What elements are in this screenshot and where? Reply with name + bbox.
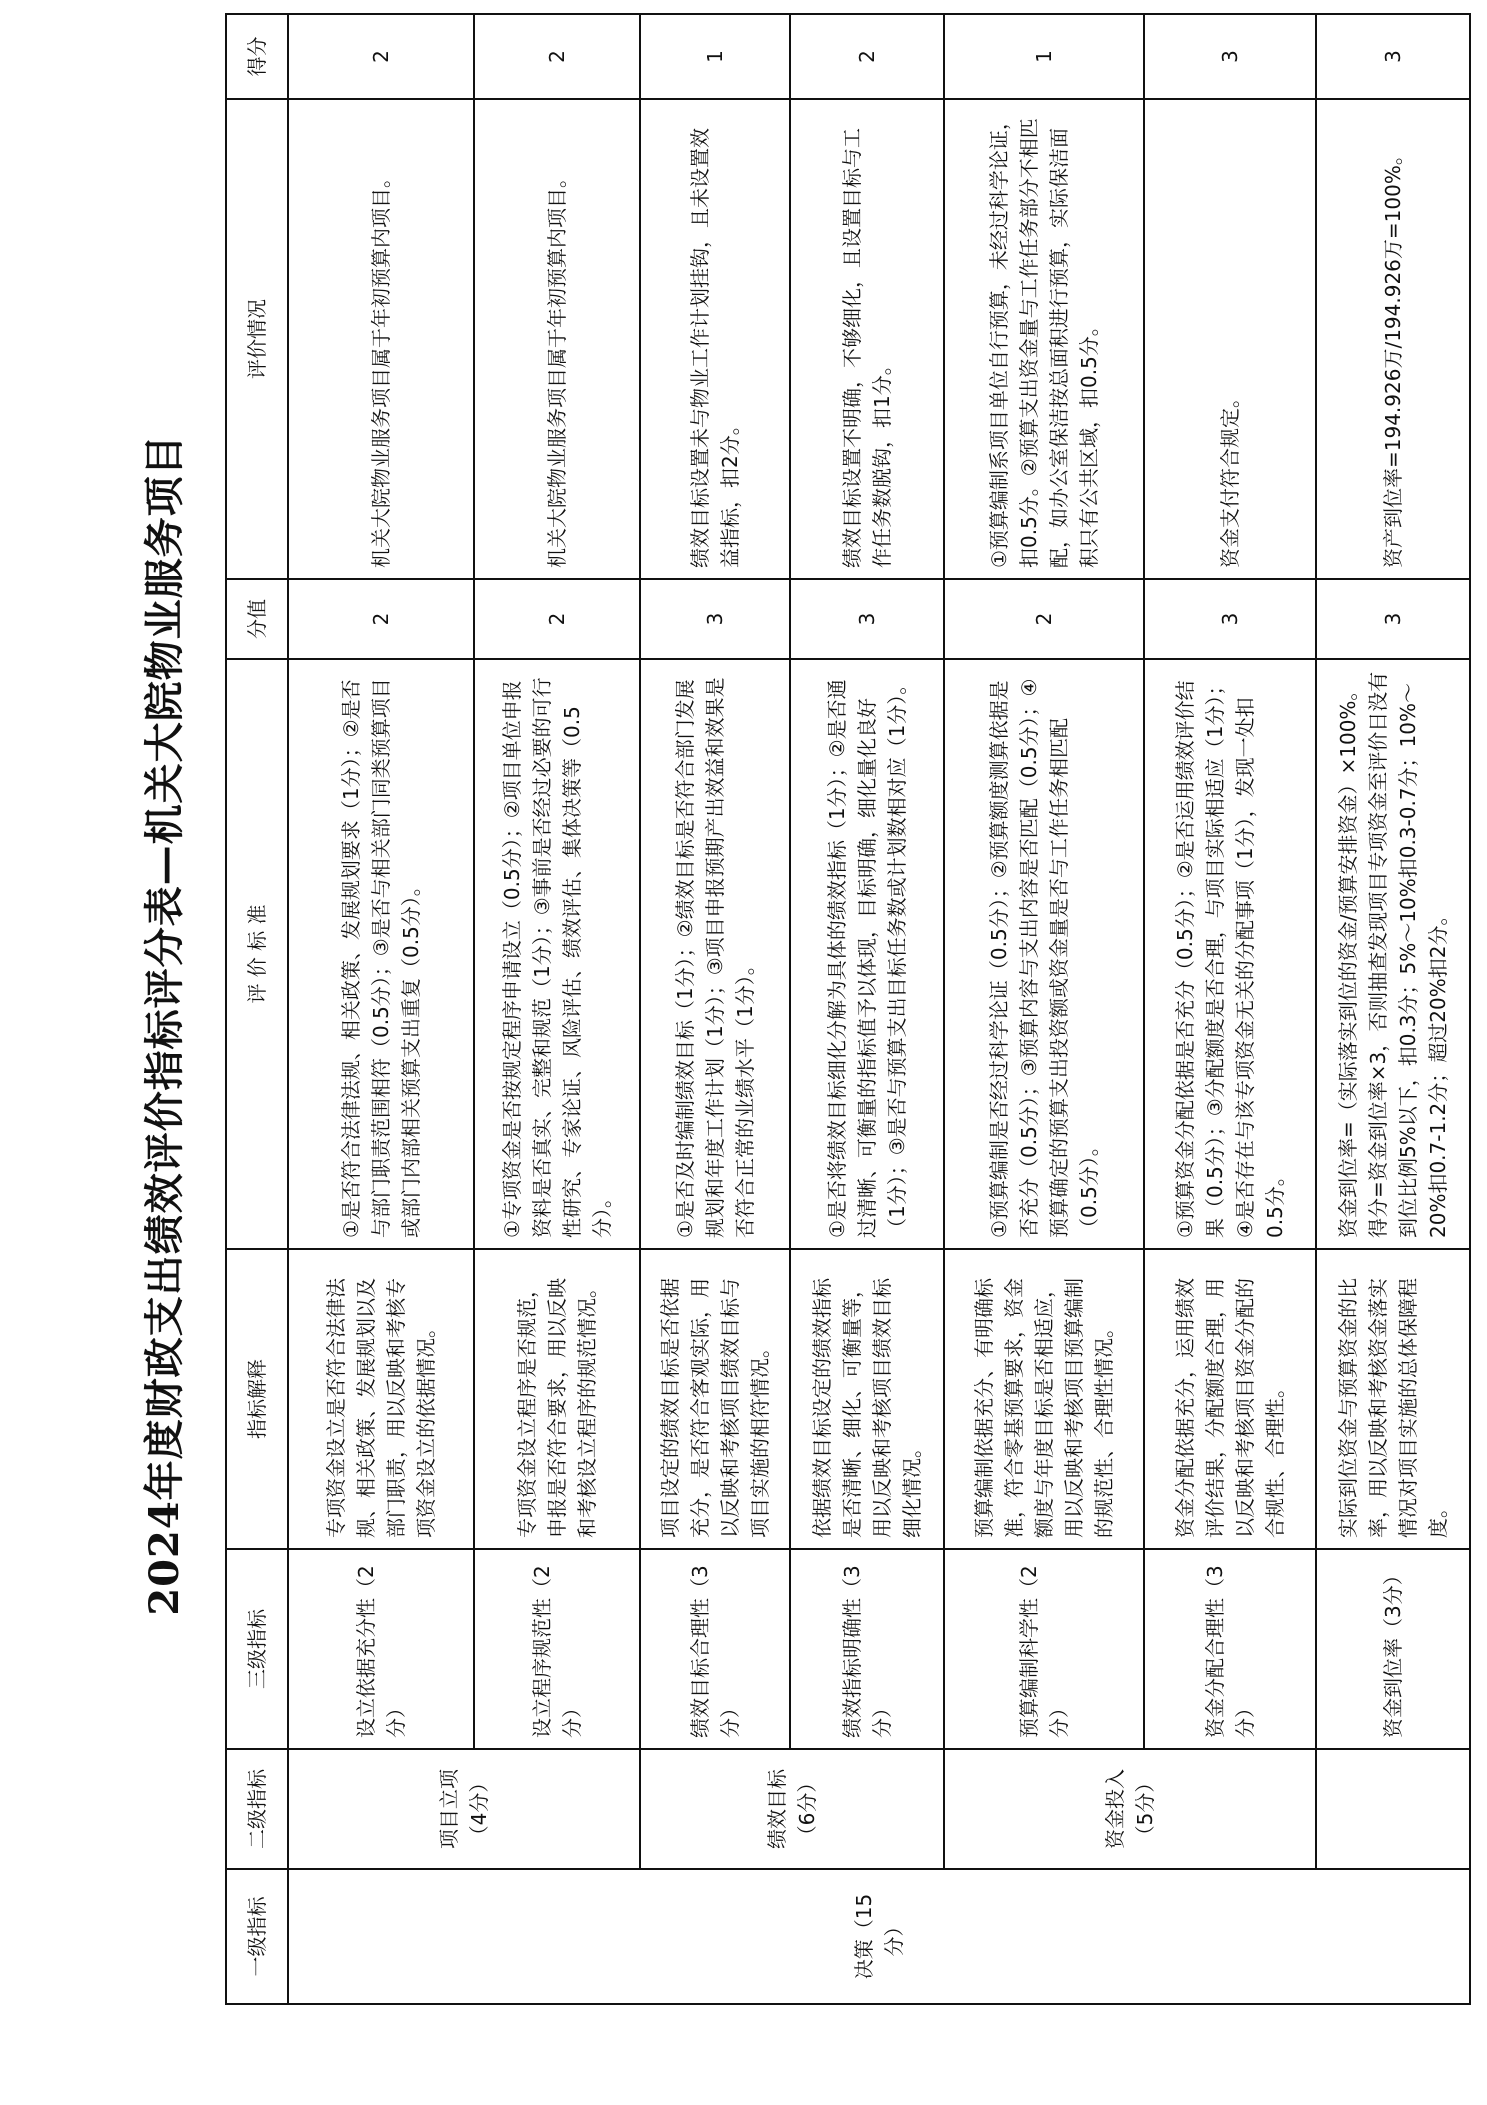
evaluation-cell: 资产到位率=194.926万/194.926万=100%。: [1316, 99, 1470, 579]
points-cell: 3: [1316, 579, 1470, 659]
level2-performance-goals: 绩效目标（6分）: [640, 1749, 944, 1869]
points-cell: 3: [640, 579, 790, 659]
header-level1: 一级指标: [226, 1869, 288, 2004]
table-row: [640, 14, 790, 2004]
score-cell: 2: [288, 14, 474, 99]
level3-cell: 资金分配合理性（3分）: [1144, 1549, 1316, 1749]
criteria-cell: ①预算资金分配依据是否充分（0.5分）；②是否运用绩效评价结果（0.5分）；③分配额度是否合理，与项目实际相适应（1分）；④是否存在与该专项资金无关的分配事项（1分），发现一处扣0.5分。: [1144, 659, 1316, 1249]
table-row: [1144, 14, 1316, 2004]
level2-funding-input: 资金投入（5分）: [944, 1749, 1316, 1869]
header-score: 得分: [226, 14, 288, 99]
points-cell: 3: [790, 579, 944, 659]
score-cell: 2: [790, 14, 944, 99]
explanation-cell: 专项资金设立程序是否规范，申报是否符合要求，用以反映和考核设立程序的规范情况。: [474, 1249, 640, 1549]
header-criteria: 评 价 标 准: [226, 659, 288, 1249]
points-cell: 3: [1144, 579, 1316, 659]
evaluation-cell: 绩效目标设置未与物业工作计划挂钩，且未设置效益指标，扣2分。: [640, 99, 790, 579]
table-row: [944, 14, 1144, 2004]
evaluation-cell: 机关大院物业服务项目属于年初预算内项目。: [288, 99, 474, 579]
score-cell: 1: [640, 14, 790, 99]
level1-decision: 决策（15分）: [288, 1869, 1470, 2004]
score-cell: 1: [944, 14, 1144, 99]
criteria-cell: ①专项资金是否按规定程序申请设立（0.5分）；②项目单位申报资料是否真实、完整和规范（1分）；③事前是否经过必要的可行性研究、专家论证、风险评估、绩效评估、集体决策等（0.5分）。: [474, 659, 640, 1249]
score-cell: 2: [474, 14, 640, 99]
document-title: 2024年度财政支出绩效评价指标评分表—机关大院物业服务项目: [141, 434, 188, 1616]
table-row: [790, 14, 944, 2004]
header-explanation: 指标解释: [226, 1249, 288, 1549]
document-page: [120, 5, 1450, 2045]
evaluation-cell: 机关大院物业服务项目属于年初预算内项目。: [474, 99, 640, 579]
score-cell: 3: [1316, 14, 1470, 99]
table-row: [1316, 14, 1470, 2004]
evaluation-table: [225, 13, 1471, 2005]
table-row: [474, 14, 640, 2004]
criteria-cell: ①是否及时编制绩效目标（1分）；②绩效目标是否符合部门发展规划和年度工作计划（1分）；③项目申报预期产出效益和效果是否符合正常的业绩水平（1分）。: [640, 659, 790, 1249]
header-evaluation: 评价情况: [226, 99, 288, 579]
evaluation-cell: 资金支付符合规定。: [1144, 99, 1316, 579]
level3-cell: 设立依据充分性（2分）: [288, 1549, 474, 1749]
explanation-cell: 依据绩效目标设定的绩效指标是否清晰、细化、可衡量等，用以反映和考核项目绩效目标细化情况。: [790, 1249, 944, 1549]
explanation-cell: 专项资金设立是否符合法律法规、相关政策、发展规划以及部门职责，用以反映和考核专项资金设立的依据情况。: [288, 1249, 474, 1549]
table-header-row: [226, 14, 288, 2004]
level3-cell: 绩效指标明确性（3分）: [790, 1549, 944, 1749]
level3-cell: 资金到位率（3分）: [1316, 1549, 1470, 1749]
level3-cell: 绩效目标合理性（3分）: [640, 1549, 790, 1749]
explanation-cell: 资金分配依据充分，运用绩效评价结果，分配额度合理，用以反映和考核项目资金分配的合规性、合理性。: [1144, 1249, 1316, 1549]
evaluation-cell: 绩效目标设置不明确，不够细化，且设置目标与工作任务数脱钩，扣1分。: [790, 99, 944, 579]
header-level3: 三级指标: [226, 1549, 288, 1749]
level2-empty-cell: [1316, 1749, 1470, 1869]
level3-cell: 预算编制科学性（2分）: [944, 1549, 1144, 1749]
criteria-cell: ①是否将绩效目标细化分解为具体的绩效指标（1分）；②是否通过清晰、可衡量的指标值予以体现，目标明确，细化量化良好（1分）；③是否与预算支出目标任务数或计划数相对应（1分）。: [790, 659, 944, 1249]
points-cell: 2: [474, 579, 640, 659]
criteria-cell: ①是否符合法律法规、相关政策、发展规划要求（1分）；②是否与部门职责范围相符（0.5分）；③是否与相关部门同类预算项目或部门内部相关预算支出重复（0.5分）。: [288, 659, 474, 1249]
table-row: [288, 14, 474, 2004]
level3-cell: 设立程序规范性（2分）: [474, 1549, 640, 1749]
criteria-cell: 资金到位率=（实际落实到位的资金/预算安排资金）×100%。得分=资金到位率×3，否则抽查发现项目专项资金至评价日没有到位比例5%以下，扣0.3分；5%～10%扣0.3-0.7分；10%～20%扣0.7-1.2分；超过20%扣2分。: [1316, 659, 1470, 1249]
explanation-cell: 实际到位资金与预算资金的比率，用以反映和考核资金落实情况对项目实施的总体保障程度。: [1316, 1249, 1470, 1549]
level2-project-setup: 项目立项（4分）: [288, 1749, 640, 1869]
header-points: 分值: [226, 579, 288, 659]
score-cell: 3: [1144, 14, 1316, 99]
evaluation-cell: ①预算编制系项目单位自行预算，未经过科学论证，扣0.5分。②预算支出资金量与工作任务部分不相匹配，如办公室保洁按总面积进行预算，实际保洁面积只有公共区域，扣0.5分。: [944, 99, 1144, 579]
explanation-cell: 预算编制依据充分、有明确标准，符合零基预算要求，资金额度与年度目标是否相适应，用以反映和考核项目预算编制的规范性、合理性情况。: [944, 1249, 1144, 1549]
header-level2: 二级指标: [226, 1749, 288, 1869]
points-cell: 2: [944, 579, 1144, 659]
explanation-cell: 项目设定的绩效目标是否依据充分，是否符合客观实际，用以反映和考核项目绩效目标与项目实施的相符情况。: [640, 1249, 790, 1549]
points-cell: 2: [288, 579, 474, 659]
criteria-cell: ①预算编制是否经过科学论证（0.5分）；②预算额度测算依据是否充分（0.5分）；③预算内容与支出内容是否匹配（0.5分）；④预算确定的预算支出投资额或资金量是否与工作任务相匹配（0.5分）。: [944, 659, 1144, 1249]
